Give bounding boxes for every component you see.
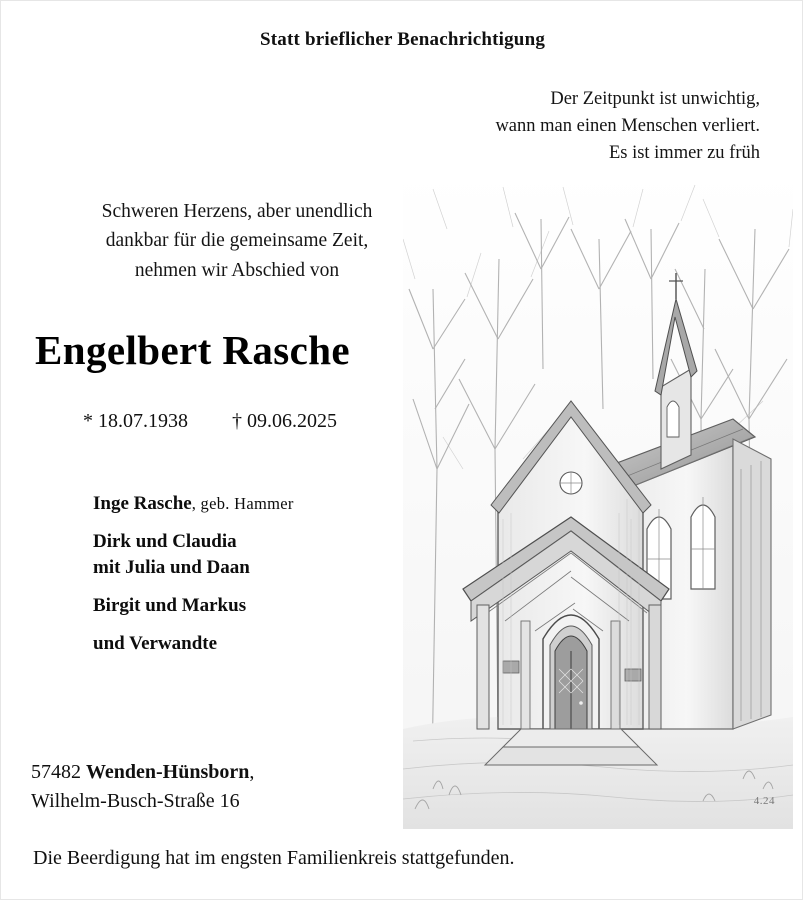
survivors-list	[93, 493, 423, 671]
birth-date: * 18.07.1938	[83, 410, 188, 432]
address-line-street: Wilhelm-Busch-Straße 16	[31, 790, 240, 812]
chapel-illustration	[403, 169, 793, 829]
page-header: Statt brieflicher Benachrichtigung	[259, 29, 546, 50]
deceased-name: Engelbert Rasche	[35, 327, 351, 373]
survivor-name: Birgit und Markus	[93, 595, 247, 616]
list-item	[93, 493, 423, 515]
verse-line: wann man einen Menschen verliert.	[495, 116, 760, 137]
list-item	[93, 633, 423, 655]
life-dates	[83, 410, 337, 433]
address-block	[31, 758, 254, 816]
intro-block	[37, 197, 437, 285]
artist-signature: 4.24	[753, 795, 775, 807]
list-item	[93, 557, 423, 579]
intro-line: dankbar für die gemeinsame Zeit,	[105, 230, 369, 252]
verse-line: Der Zeitpunkt ist unwichtig,	[550, 89, 760, 109]
survivor-name: mit Julia und Daan	[93, 557, 250, 578]
verse-line: Es ist immer zu früh	[608, 143, 760, 164]
chapel-drawing-svg	[403, 169, 793, 829]
address-comma: ,	[249, 761, 255, 783]
funeral-note: Die Beerdigung hat im engsten Familienkreis stattgefunden.	[33, 847, 515, 869]
intro-line: Schweren Herzens, aber unendlich	[101, 201, 373, 222]
list-item	[93, 531, 423, 553]
death-date: † 09.06.2025	[232, 410, 337, 432]
survivor-maiden-name: , geb. Hammer	[191, 494, 294, 513]
survivor-name: Dirk und Claudia	[93, 531, 237, 552]
city-name: Wenden-Hünsborn	[86, 761, 250, 783]
survivor-name: Inge Rasche	[93, 493, 192, 514]
postal-code: 57482	[31, 761, 86, 783]
list-item	[93, 595, 423, 617]
intro-line: nehmen wir Abschied von	[134, 259, 340, 281]
survivor-name: und Verwandte	[93, 633, 218, 654]
address-line-city	[31, 758, 254, 787]
